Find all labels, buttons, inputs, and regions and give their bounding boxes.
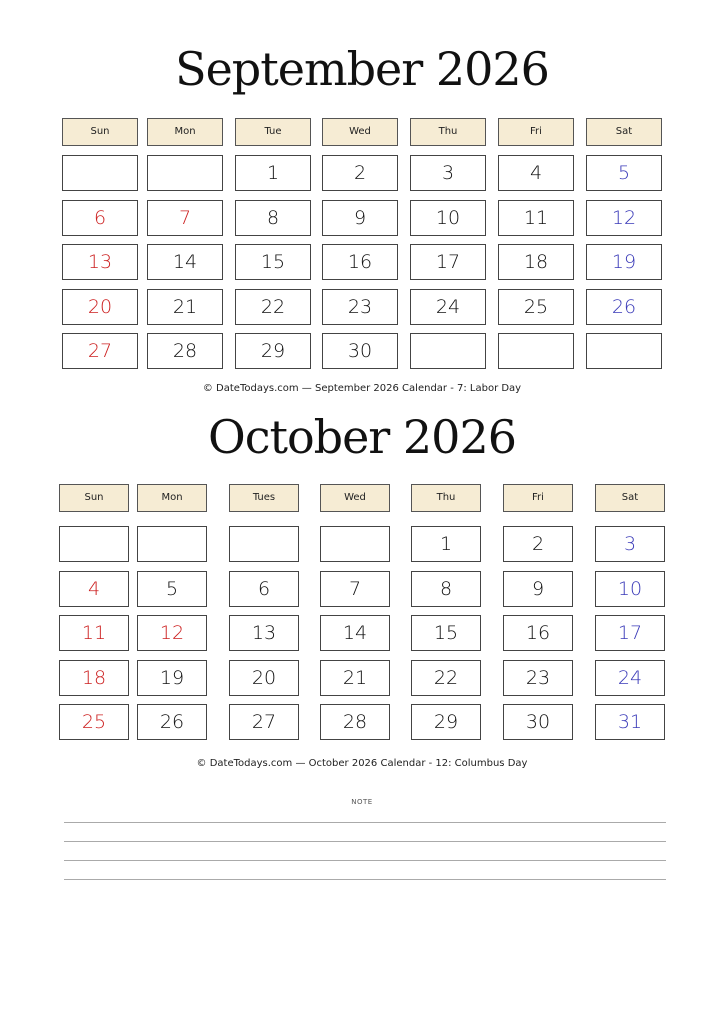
weekday-header-fri: Fri bbox=[498, 118, 574, 146]
weekday-header-thu: Thu bbox=[410, 118, 486, 146]
day-cell[interactable]: 3 bbox=[595, 526, 665, 562]
empty-day-cell bbox=[320, 526, 390, 562]
day-cell[interactable]: 8 bbox=[235, 200, 311, 236]
weekday-header-sat: Sat bbox=[595, 484, 665, 512]
september-title: September 2026 bbox=[175, 42, 549, 96]
day-cell[interactable]: 1 bbox=[411, 526, 481, 562]
day-cell[interactable]: 6 bbox=[229, 571, 299, 607]
day-cell[interactable]: 13 bbox=[229, 615, 299, 651]
day-cell[interactable]: 14 bbox=[320, 615, 390, 651]
day-cell[interactable]: 21 bbox=[147, 289, 223, 325]
day-cell[interactable]: 16 bbox=[322, 244, 398, 280]
day-cell[interactable]: 6 bbox=[62, 200, 138, 236]
day-cell[interactable]: 11 bbox=[498, 200, 574, 236]
day-cell[interactable]: 30 bbox=[503, 704, 573, 740]
day-cell[interactable]: 5 bbox=[586, 155, 662, 191]
day-cell[interactable]: 22 bbox=[411, 660, 481, 696]
day-cell[interactable]: 24 bbox=[595, 660, 665, 696]
day-cell[interactable]: 20 bbox=[229, 660, 299, 696]
day-cell[interactable]: 28 bbox=[147, 333, 223, 369]
day-cell[interactable]: 10 bbox=[595, 571, 665, 607]
day-cell[interactable]: 25 bbox=[498, 289, 574, 325]
note-line[interactable] bbox=[64, 860, 666, 861]
empty-day-cell bbox=[62, 155, 138, 191]
empty-day-cell bbox=[59, 526, 129, 562]
day-cell[interactable]: 18 bbox=[59, 660, 129, 696]
weekday-header-sun: Sun bbox=[59, 484, 129, 512]
day-cell[interactable]: 7 bbox=[147, 200, 223, 236]
empty-day-cell bbox=[410, 333, 486, 369]
day-cell[interactable]: 15 bbox=[411, 615, 481, 651]
day-cell[interactable]: 21 bbox=[320, 660, 390, 696]
day-cell[interactable]: 17 bbox=[595, 615, 665, 651]
weekday-header-thu: Thu bbox=[411, 484, 481, 512]
note-line[interactable] bbox=[64, 841, 666, 842]
weekday-header-tue: Tue bbox=[235, 118, 311, 146]
day-cell[interactable]: 27 bbox=[229, 704, 299, 740]
weekday-header-mon: Mon bbox=[147, 118, 223, 146]
day-cell[interactable]: 29 bbox=[411, 704, 481, 740]
day-cell[interactable]: 4 bbox=[498, 155, 574, 191]
note-label: NOTE bbox=[351, 798, 373, 806]
day-cell[interactable]: 9 bbox=[322, 200, 398, 236]
day-cell[interactable]: 19 bbox=[586, 244, 662, 280]
day-cell[interactable]: 26 bbox=[137, 704, 207, 740]
day-cell[interactable]: 11 bbox=[59, 615, 129, 651]
day-cell[interactable]: 15 bbox=[235, 244, 311, 280]
empty-day-cell bbox=[147, 155, 223, 191]
day-cell[interactable]: 29 bbox=[235, 333, 311, 369]
empty-day-cell bbox=[229, 526, 299, 562]
day-cell[interactable]: 23 bbox=[322, 289, 398, 325]
day-cell[interactable]: 16 bbox=[503, 615, 573, 651]
weekday-header-fri: Fri bbox=[503, 484, 573, 512]
day-cell[interactable]: 2 bbox=[503, 526, 573, 562]
day-cell[interactable]: 1 bbox=[235, 155, 311, 191]
empty-day-cell bbox=[498, 333, 574, 369]
october-footer: © DateTodays.com — October 2026 Calendar - 12: Columbus Day bbox=[196, 758, 528, 769]
day-cell[interactable]: 10 bbox=[410, 200, 486, 236]
note-line[interactable] bbox=[64, 822, 666, 823]
weekday-header-sat: Sat bbox=[586, 118, 662, 146]
weekday-header-wed: Wed bbox=[320, 484, 390, 512]
day-cell[interactable]: 19 bbox=[137, 660, 207, 696]
weekday-header-wed: Wed bbox=[322, 118, 398, 146]
day-cell[interactable]: 8 bbox=[411, 571, 481, 607]
day-cell[interactable]: 30 bbox=[322, 333, 398, 369]
day-cell[interactable]: 31 bbox=[595, 704, 665, 740]
day-cell[interactable]: 20 bbox=[62, 289, 138, 325]
empty-day-cell bbox=[137, 526, 207, 562]
day-cell[interactable]: 17 bbox=[410, 244, 486, 280]
note-line[interactable] bbox=[64, 879, 666, 880]
day-cell[interactable]: 12 bbox=[137, 615, 207, 651]
day-cell[interactable]: 14 bbox=[147, 244, 223, 280]
day-cell[interactable]: 24 bbox=[410, 289, 486, 325]
day-cell[interactable]: 28 bbox=[320, 704, 390, 740]
day-cell[interactable]: 7 bbox=[320, 571, 390, 607]
weekday-header-sun: Sun bbox=[62, 118, 138, 146]
weekday-header-mon: Mon bbox=[137, 484, 207, 512]
september-footer: © DateTodays.com — September 2026 Calendar - 7: Labor Day bbox=[202, 383, 522, 394]
day-cell[interactable]: 5 bbox=[137, 571, 207, 607]
day-cell[interactable]: 25 bbox=[59, 704, 129, 740]
day-cell[interactable]: 4 bbox=[59, 571, 129, 607]
day-cell[interactable]: 22 bbox=[235, 289, 311, 325]
day-cell[interactable]: 3 bbox=[410, 155, 486, 191]
day-cell[interactable]: 26 bbox=[586, 289, 662, 325]
day-cell[interactable]: 27 bbox=[62, 333, 138, 369]
day-cell[interactable]: 2 bbox=[322, 155, 398, 191]
october-title: October 2026 bbox=[207, 410, 516, 464]
day-cell[interactable]: 23 bbox=[503, 660, 573, 696]
day-cell[interactable]: 12 bbox=[586, 200, 662, 236]
day-cell[interactable]: 18 bbox=[498, 244, 574, 280]
empty-day-cell bbox=[586, 333, 662, 369]
weekday-header-tues: Tues bbox=[229, 484, 299, 512]
day-cell[interactable]: 13 bbox=[62, 244, 138, 280]
day-cell[interactable]: 9 bbox=[503, 571, 573, 607]
